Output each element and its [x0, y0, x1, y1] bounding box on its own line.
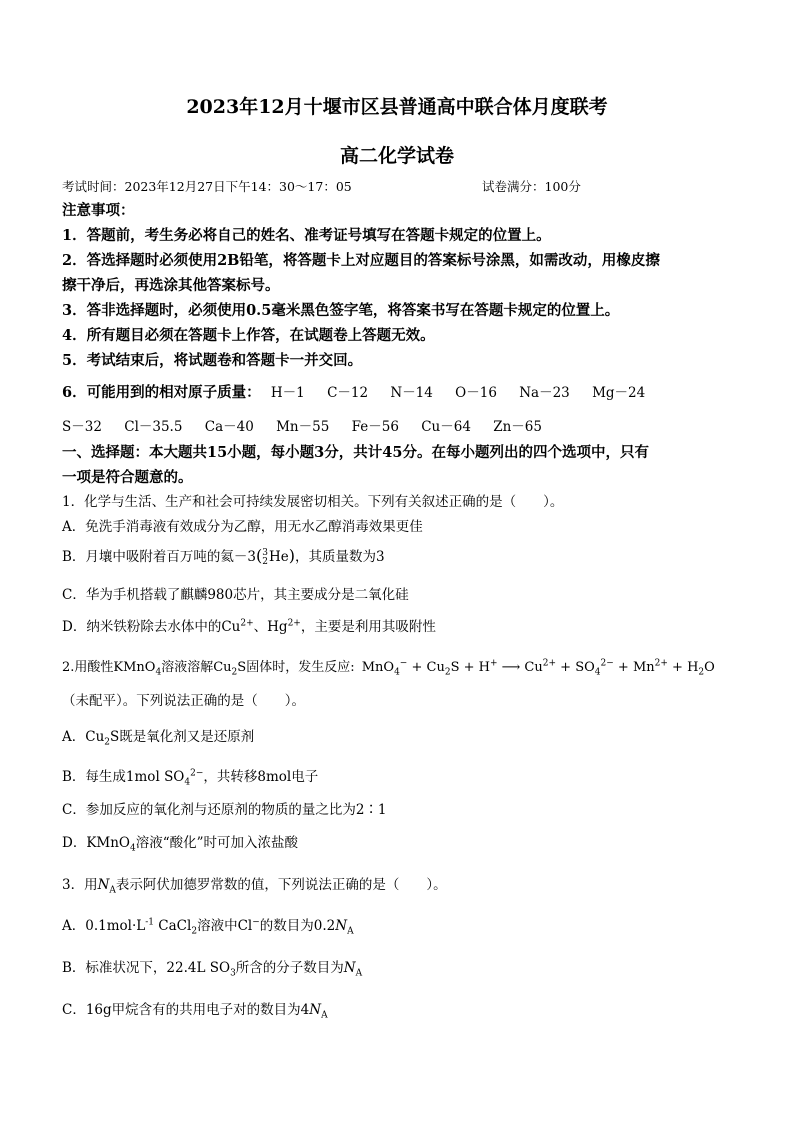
q3-c-na-sub: A: [321, 1010, 328, 1021]
q3-a-sub: 2: [191, 926, 198, 937]
q1-option-c: C．华为手机搭载了麒麟980芯片，其主要成分是二氧化硅: [62, 587, 409, 603]
atomic-mass: Cu－64: [421, 419, 471, 435]
atomic-mass: O－16: [455, 385, 497, 401]
q1-b-text: B．月壤中吸附着百万吨的氦－3: [62, 549, 257, 565]
q3-option-b: [62, 956, 363, 979]
notice-item: 擦干净后，再选涂其他答案标号。: [62, 277, 280, 294]
q2-d-pre: D．: [62, 835, 87, 851]
atomic-masses-row-2: [62, 415, 542, 435]
eq-term: + H: [667, 660, 699, 675]
exam-subject-title: 高二化学试卷: [339, 145, 454, 167]
q3-a-mid2: 溶液中: [197, 918, 238, 934]
q3-option-a: [62, 914, 354, 937]
q2-stem-cont: （未配平）。下列说法正确的是（ ）。: [62, 693, 305, 709]
q3-na: N: [97, 877, 110, 893]
q2-b-pre: B．每生成1mol: [62, 769, 165, 785]
q2-stem: [62, 656, 715, 678]
atomic-mass: Na－23: [519, 385, 570, 401]
eq-sub: 4: [594, 667, 601, 678]
q1-d-cu-charge: 2+: [240, 618, 254, 629]
eq-sup: −: [399, 658, 408, 669]
notice-item: 2．答选择题时必须使用2B铅笔，将答题卡上对应题目的答案标号涂黑，如需改动，用橡皮擦: [62, 252, 660, 269]
eq-sub: 2: [698, 667, 705, 678]
q2-a-pre: A．: [62, 729, 86, 745]
q3-a-cl: Cl: [237, 918, 253, 934]
q2-equation: [361, 658, 715, 678]
q3-a-cl-sup: −: [252, 917, 260, 928]
q2-a-post: 既是氧化剂又是还原剂: [119, 729, 255, 745]
q2-cu2s: Cu: [213, 660, 232, 675]
q2-stem-mid: 溶液溶解: [161, 660, 214, 675]
atomic-mass: Mg－24: [592, 385, 646, 401]
atomic-masses-label: 6．可能用到的相对原子质量：: [62, 384, 261, 401]
q3-na-sub: A: [109, 885, 116, 896]
q2-kmno4-sub: 4: [155, 667, 162, 678]
q3-a-sup: -1: [145, 917, 155, 928]
q3-stem: [62, 873, 447, 896]
q3-a-post: 的数目为0.2: [259, 918, 336, 934]
notice-item: 5．考试结束后，将试题卷和答题卡一并交回。: [62, 352, 363, 369]
q2-cu2s-s: S: [237, 660, 247, 675]
q2-b-so: SO: [164, 769, 185, 785]
q2-option-b: [62, 765, 319, 788]
atomic-mass: Zn－65: [493, 419, 542, 435]
eq-term: + Cu: [407, 660, 445, 675]
q2-b-sub: 4: [184, 777, 191, 788]
q1-he-mass: 3: [262, 547, 268, 558]
q2-stem-mid2: 固体时，发生反应:: [246, 660, 355, 675]
section-heading-cont: 一项是符合题意的。: [62, 469, 193, 486]
full-score: 试卷满分：100分: [482, 179, 581, 194]
notice-item: 1．答题前，考生务必将自己的姓名、准考证号填写在答题卡规定的位置上。: [62, 227, 551, 244]
q1-b-post: ，其质量数为3: [295, 549, 385, 565]
eq-term: S + H: [450, 660, 490, 675]
q3-b-post: 所含的分子数目为: [235, 960, 344, 976]
notice-item: 3．答非选择题时，必须使用0.5毫米黑色签字笔，将答案书写在答题卡规定的位置上。: [62, 302, 620, 319]
q2-d-kmno4: KMnO: [86, 835, 130, 851]
eq-sub: 2: [444, 667, 451, 678]
q3-a-pre: A．0.1mol·L: [62, 918, 146, 934]
q1-he-number: 2: [262, 556, 268, 567]
q1-stem: 1．化学与生活、生产和社会可持续发展密切相关。下列有关叙述正确的是（ ）。: [62, 494, 564, 510]
q3-stem-post: 表示阿伏加德罗常数的值，下列说法正确的是（ ）。: [115, 877, 447, 893]
q2-d-post: 溶液“酸化”时可加入浓盐酸: [135, 835, 299, 851]
q1-d-hg: Hg: [267, 619, 288, 635]
q3-c-pre: C．16g甲烷含有的共用电子对的数目为4: [62, 1002, 310, 1018]
q1-he-symbol: He: [269, 549, 289, 565]
eq-sup: +: [489, 658, 498, 669]
q1-option-d: [62, 615, 436, 635]
q2-a-s: S: [110, 729, 120, 745]
q1-d-sep: 、: [253, 619, 268, 635]
eq-term: O: [704, 660, 715, 675]
q2-kmno4: KMnO: [113, 660, 156, 675]
q2-a-sub: 2: [104, 737, 111, 748]
atomic-mass: Fe－56: [351, 419, 399, 435]
q2-cu2s-sub: 2: [231, 667, 238, 678]
q2-b-post: ，共转移8mol电子: [203, 769, 319, 785]
q2-stem-pre: 2.用酸性: [62, 660, 114, 675]
q1-option-a: A．免洗手消毒液有效成分为乙醇，用无水乙醇消毒效果更佳: [62, 519, 423, 535]
q1-d-text: D．纳米铁粉除去水体中的: [62, 619, 222, 635]
q2-d-sub: 4: [130, 843, 136, 854]
eq-sub: 4: [394, 667, 400, 678]
q3-b-na-sub: A: [355, 968, 363, 979]
exam-time: 考试时间：2023年12月27日下午14：30～17：05: [62, 179, 352, 194]
q1-he-nuclide: [262, 549, 268, 567]
eq-sup: 2−: [600, 658, 614, 669]
atomic-mass: N－14: [390, 385, 433, 401]
q2-option-d: [62, 831, 299, 854]
reaction-arrow-icon: ⟶: [497, 660, 525, 675]
atomic-masses-row-1: [62, 381, 645, 402]
atomic-mass: Cl－35.5: [124, 419, 183, 435]
section-heading: 一、选择题：本大题共15小题，每小题3分，共计45分。在每小题列出的四个选项中，只有: [62, 444, 649, 461]
q3-a-na-sub: A: [347, 926, 354, 937]
eq-term: Cu: [524, 660, 543, 675]
q1-d-post: ，主要是利用其吸附性: [300, 619, 436, 635]
q3-b-sub: 3: [230, 968, 236, 979]
eq-term: MnO: [361, 660, 395, 675]
q3-a-mid: CaCl: [154, 918, 192, 934]
q3-option-c: [62, 998, 328, 1021]
q1-option-b: B．月壤中吸附着百万吨的氦－3( 3 2 He)，其质量数为3: [62, 546, 385, 567]
q1-d-cu: Cu: [221, 619, 241, 635]
q3-b-pre: B．标准状况下，22.4L SO: [62, 960, 231, 976]
q2-option-a: [62, 725, 255, 748]
q3-a-na: N: [335, 918, 348, 934]
notice-item: 4．所有题目必须在答题卡上作答，在试题卷上答题无效。: [62, 327, 435, 344]
atomic-mass: Mn－55: [276, 419, 330, 435]
exam-title: 2023年12月十堰市区县普通高中联合体月度联考: [186, 96, 608, 118]
eq-term: + Mn: [613, 660, 655, 675]
eq-sup: 2+: [654, 658, 668, 669]
q1-d-hg-charge: 2+: [287, 618, 301, 629]
eq-term: + SO: [556, 660, 595, 675]
eq-sup: 2+: [542, 658, 557, 669]
q2-option-c: C．参加反应的氧化剂与还原剂的物质的量之比为2∶1: [62, 802, 387, 818]
atomic-mass: Ca－40: [204, 419, 254, 435]
atomic-mass: S－32: [62, 419, 102, 435]
q2-a-cu: Cu: [85, 729, 105, 745]
q3-stem-pre: 3．用: [62, 877, 98, 893]
atomic-mass: C－12: [327, 385, 369, 401]
q2-b-sup: 2−: [190, 768, 204, 779]
q3-c-na: N: [309, 1002, 322, 1018]
q3-b-na: N: [343, 960, 356, 976]
atomic-mass: H－1: [270, 385, 305, 401]
notice-heading: 注意事项：: [62, 202, 135, 219]
